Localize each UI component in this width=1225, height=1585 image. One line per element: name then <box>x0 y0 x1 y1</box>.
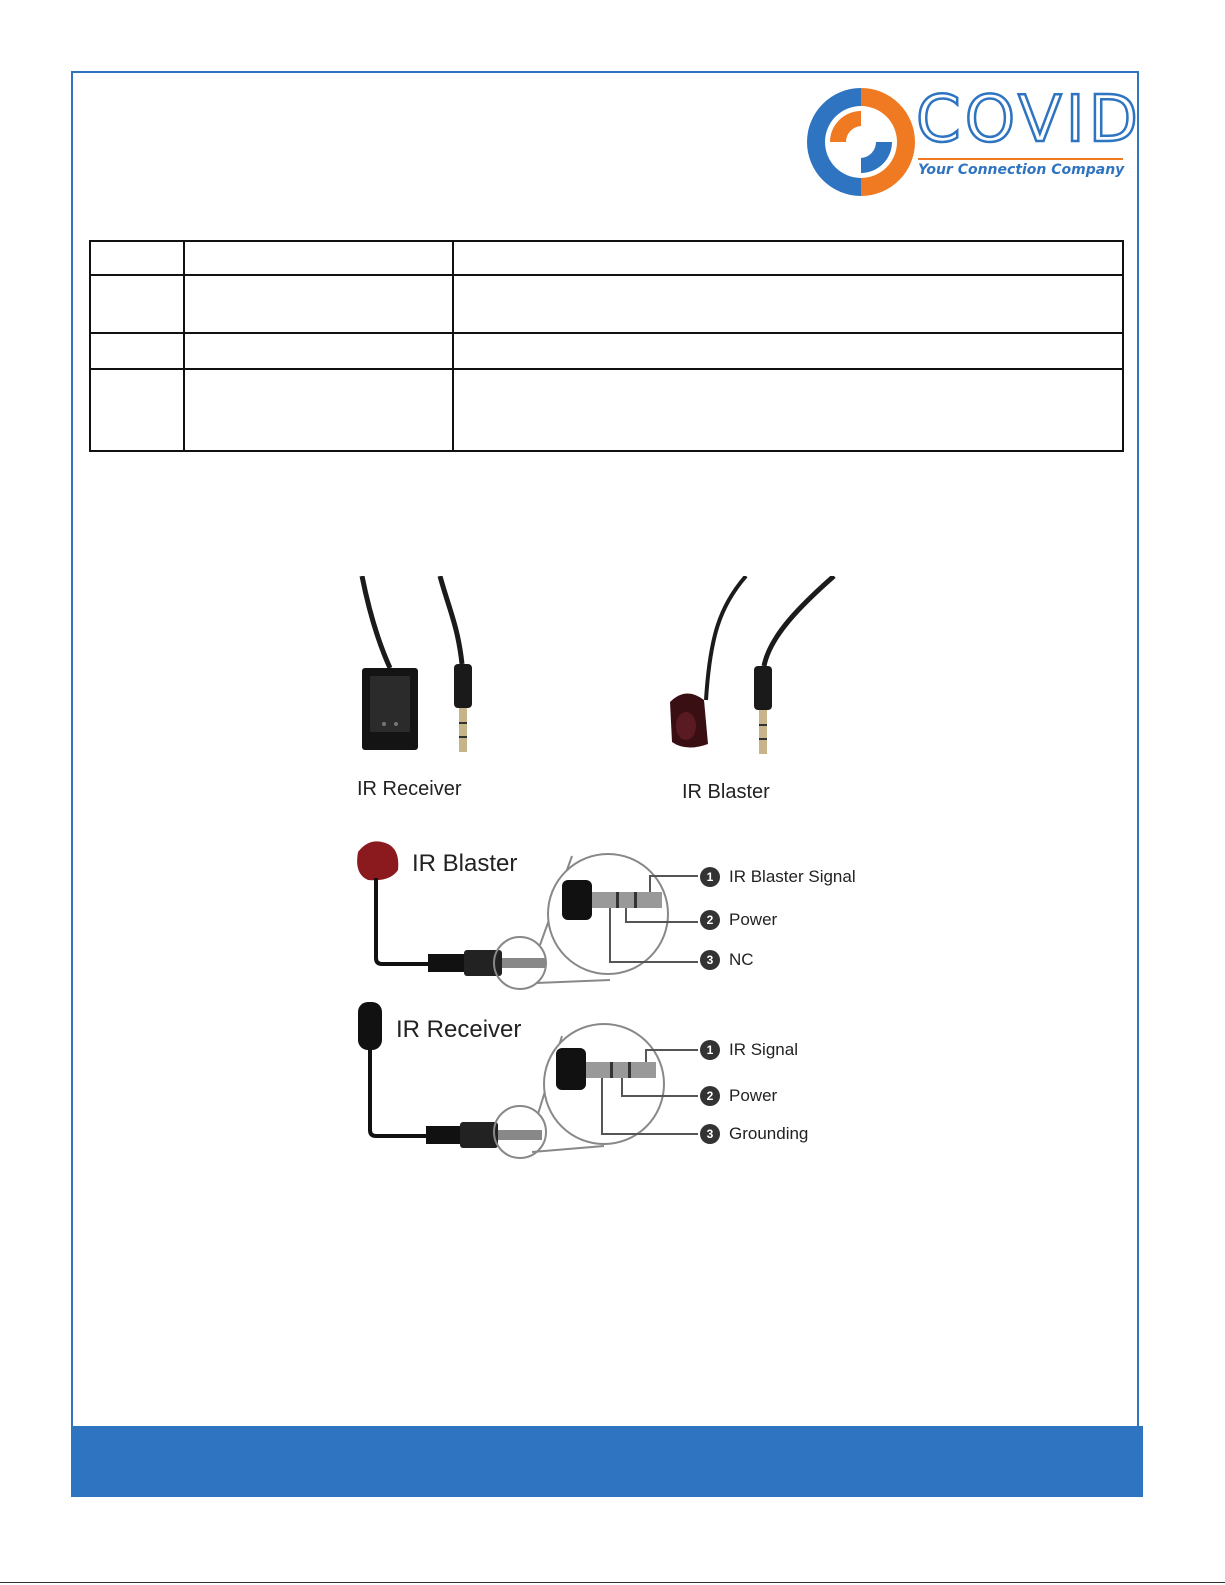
table-cell <box>184 275 453 333</box>
table-cell <box>453 241 1123 275</box>
covid-logo-mark-icon <box>806 86 916 198</box>
table-cell <box>90 333 184 369</box>
pinout-diagrams <box>340 830 900 1170</box>
table-cell <box>90 369 184 451</box>
ir-blaster-photo-label: IR Blaster <box>682 781 770 803</box>
pin-number-badge: 3 <box>700 1124 720 1144</box>
logo-rule <box>918 158 1123 160</box>
receiver-diagram-title: IR Receiver <box>396 1016 522 1043</box>
table-row <box>90 275 1123 333</box>
page-bottom-rule <box>0 1582 1225 1583</box>
table-cell <box>90 275 184 333</box>
product-photos <box>340 576 880 816</box>
pin-number-badge: 3 <box>700 950 720 970</box>
pin-label: Power <box>729 910 778 929</box>
pin-number-badge: 1 <box>700 1040 720 1060</box>
pin-label: IR Signal <box>729 1040 798 1059</box>
table-cell <box>184 333 453 369</box>
spec-table <box>89 240 1124 452</box>
table-cell <box>184 369 453 451</box>
pin-number-badge: 2 <box>700 910 720 930</box>
table-cell <box>453 275 1123 333</box>
pin-number-badge: 1 <box>700 867 720 887</box>
table-cell <box>90 241 184 275</box>
receiver-pin-2 <box>700 1086 777 1106</box>
table-row <box>90 241 1123 275</box>
pin-label: Power <box>729 1086 778 1105</box>
pin-number-badge: 2 <box>700 1086 720 1106</box>
receiver-pin-1 <box>700 1040 798 1060</box>
footer-band <box>71 1426 1143 1497</box>
blaster-diagram-title: IR Blaster <box>412 850 518 877</box>
ir-receiver-photo-label: IR Receiver <box>357 778 462 800</box>
logo-tagline: Your Connection Company <box>918 162 1125 178</box>
blaster-pin-1 <box>700 867 856 887</box>
table-cell <box>453 333 1123 369</box>
table-row <box>90 369 1123 451</box>
blaster-pin-2 <box>700 910 777 930</box>
logo-wordmark: COVID <box>916 83 1142 157</box>
ir-cables-photo-icon <box>340 576 880 776</box>
pin-label: NC <box>729 950 754 969</box>
receiver-pin-3 <box>700 1124 808 1144</box>
table-row <box>90 333 1123 369</box>
table-cell <box>184 241 453 275</box>
table-cell <box>453 369 1123 451</box>
covid-logo <box>806 83 1142 198</box>
blaster-pin-3 <box>700 950 754 970</box>
pin-label: Grounding <box>729 1124 809 1143</box>
pin-label: IR Blaster Signal <box>729 867 856 886</box>
